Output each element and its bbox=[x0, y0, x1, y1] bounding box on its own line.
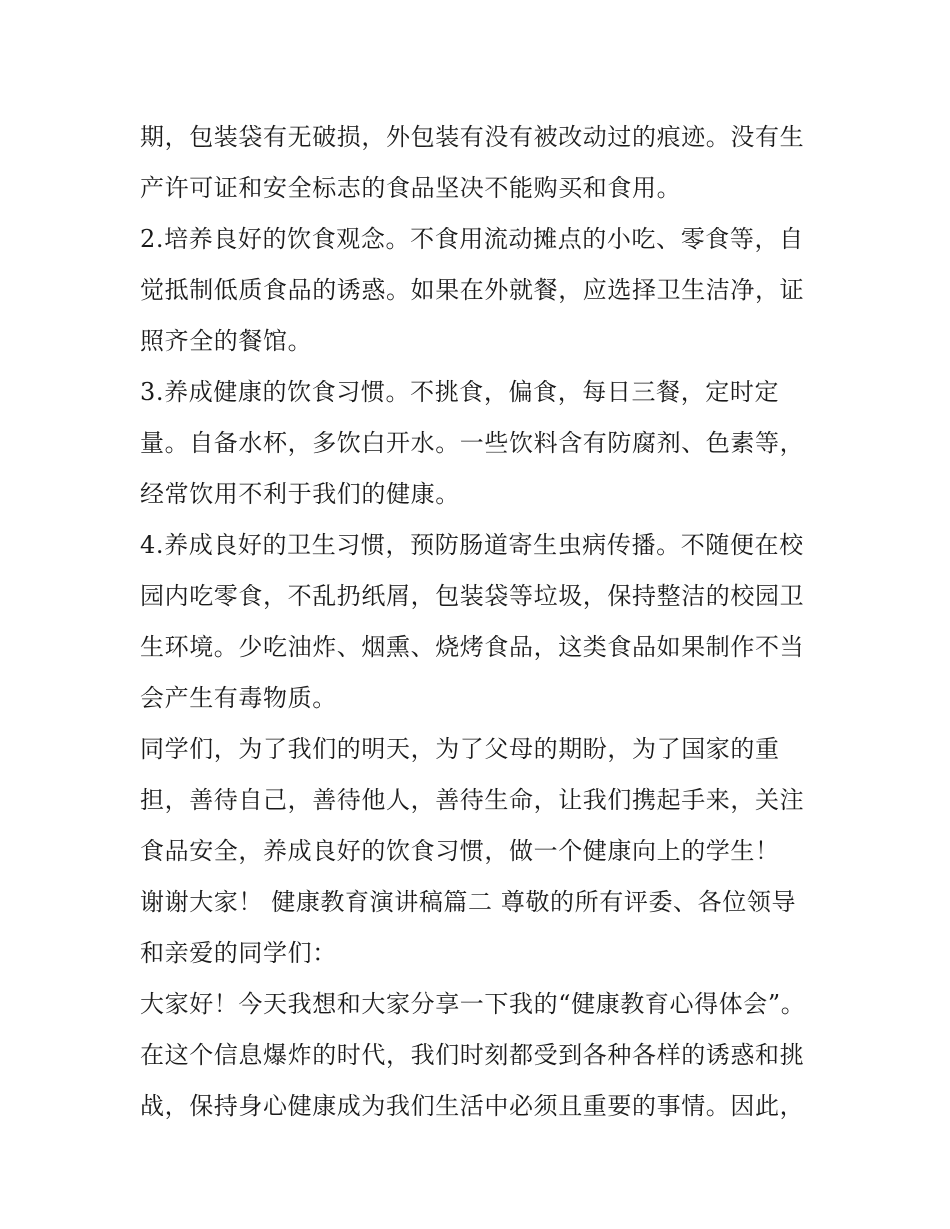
paragraph-closing-appeal: 同学们，为了我们的明天，为了父母的期盼，为了国家的重担，善待自己，善待他人，善待生命，让我们携起手来，关注食品安全，养成良好的饮食习惯，做一个健康向上的学生！ bbox=[140, 735, 805, 865]
paragraph-item-2-eating-concept: 2.培养良好的饮食观念。不食用流动摊点的小吃、零食等，自觉抵制低质食品的诱惑。如果在外就餐，应选择卫生洁净，证照齐全的餐馆。 bbox=[140, 225, 805, 355]
document-body bbox=[140, 112, 820, 1132]
paragraph-text-continuation: 期，包装袋有无破损，外包装有没有被改动过的痕迹。没有生产许可证和安全标志的食品坚决不能购买和食用。 bbox=[140, 123, 805, 202]
paragraph-thanks-and-second-speech-greeting: 谢谢大家！ 健康教育演讲稿篇二 尊敬的所有评委、各位领导和亲爱的同学们： bbox=[140, 888, 797, 967]
paragraph-item-4-hygiene-habits: 4.养成良好的卫生习惯，预防肠道寄生虫病传播。不随便在校园内吃零食，不乱扔纸屑，包装袋等垃圾，保持整洁的校园卫生环境。少吃油炸、烟熏、烧烤食品，这类食品如果制作不当会产生有毒物质。 bbox=[140, 531, 805, 712]
paragraph-item-3-eating-habits: 3.养成健康的饮食习惯。不挑食，偏食，每日三餐，定时定量。自备水杯，多饮白开水。一些饮料含有防腐剂、色素等，经常饮用不利于我们的健康。 bbox=[140, 378, 805, 508]
paragraph-second-speech-opening: 大家好！今天我想和大家分享一下我的“健康教育心得体会”。在这个信息爆炸的时代，我们时刻都受到各种各样的诱惑和挑战，保持身心健康成为我们生活中必须且重要的事情。因此， bbox=[140, 990, 806, 1120]
